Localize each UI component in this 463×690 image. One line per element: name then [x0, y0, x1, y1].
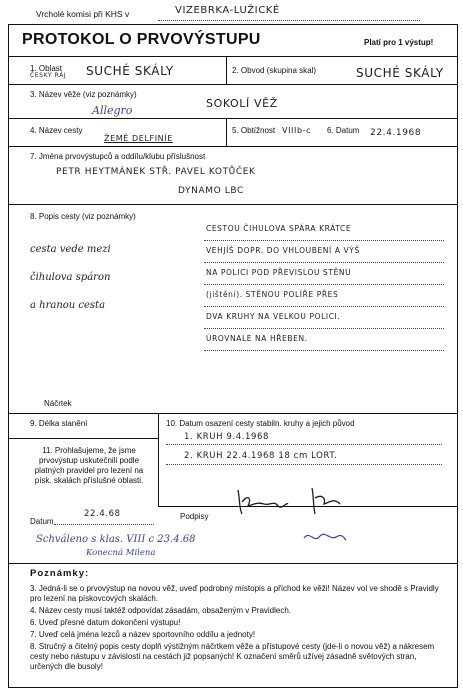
notes-title: Poznámky:	[30, 568, 90, 579]
approval-signature	[300, 528, 350, 548]
approver-name: Konecná Milena	[86, 548, 156, 558]
field-6-label: 6. Datum	[327, 126, 360, 135]
commission-label: Vrcholé komisi při KHS v	[36, 9, 130, 19]
signatures-label: Podpisy	[180, 512, 209, 521]
field-10-label: 10. Datum osazení cesty stabiln. kruhy a jejich původ	[166, 419, 355, 428]
date-label: Datum	[30, 517, 54, 526]
note-item: 8. Stručný a čitelný popis cesty doplň výstižným náčrtkem věže a přístupové cesty (jde-li o novou věž) a nákresem cesty nebo nástupu v závislosti na cestách již popsaných! K označení směrů užívej zásadně světových stran, určených dle busoly!	[30, 642, 435, 671]
field-10-row-2: 2. KRUH 22.4.1968 18 cm LORT.	[184, 451, 338, 461]
field-2-label: 2. Obvod (skupina skal)	[232, 66, 317, 75]
field-6-value: 22.4.1968	[370, 128, 422, 138]
field-8-line: NA POLICI POD PŘEVISLOU STĚNU	[206, 268, 352, 277]
declaration-text: 11. Prohlašujeme, že jsme prvovýstup uskutečnili podle platných pravidel pro lezení na písk. skalách příslušné oblasti.	[34, 446, 144, 485]
page-title: PROTOKOL O PRVOVÝSTUPU	[22, 31, 261, 48]
field-7-line-2: DYNAMO LBC	[178, 186, 244, 196]
field-2-value: SUCHÉ SKÁLY	[356, 66, 444, 80]
validity-note: Platí pro 1 výstup!	[364, 38, 434, 47]
field-1-value: SUCHÉ SKÁLY	[86, 64, 174, 78]
date-value: 22.4.68	[84, 509, 121, 519]
note-item: 7. Uveď celá jména lezců a název sportovního oddílu a jednoty!	[30, 630, 256, 639]
field-8-label: 8. Popis cesty (viz poznámky)	[30, 212, 136, 221]
field-4-value: ŽEMĚ DELFINÍE	[104, 134, 173, 143]
field-7-line-1: PETR HEYTMÁNEK STŘ. PAVEL KOTŮČEK	[56, 167, 256, 177]
field-8-line: VEHJÍŠ DOPR. DO VHLOUBENÍ A VÝŠ	[206, 246, 360, 255]
field-3-value-b: SOKOLÍ VĚŽ	[206, 97, 278, 110]
field-8-line: ÚROVNALE NA HŘEBEN.	[206, 334, 308, 343]
field-1-label: 1. Oblast	[30, 64, 63, 73]
approval-note: Schváleno s klas. VIII c 23.4.68	[36, 534, 196, 545]
field-10-row-1: 1. KRUH 9.4.1968	[184, 432, 270, 442]
field-8-line: CESTOU ČIHULOVA SPÁRA KRÁTCE	[206, 224, 352, 233]
note-item: 4. Název cesty musí taktéž odpovídat zásadám, obsaženým v Pravidlech.	[30, 606, 292, 615]
field-8-line: DVA KRUHY NA VELKOU POLICI.	[206, 312, 341, 321]
field-4-label: 4. Název cesty	[30, 126, 83, 135]
field-8-line: (jištění). STĚNOU POLÍŘE PŘES	[206, 290, 339, 299]
field-8-left-line: cesta vede mezi	[30, 244, 111, 255]
signatures-scribble	[230, 484, 370, 518]
field-8-left-notes	[30, 236, 111, 320]
field-7-label: 7. Jména prvovýstupců a oddílu/klubu příslušnost	[30, 152, 206, 161]
field-9-label: 9. Délka slanění	[30, 419, 88, 428]
field-8-left-line: a hranou cesta	[30, 300, 106, 311]
note-item: 3. Jedná-li se o prvovýstup na novou věž, uveď podrobný místopis a příchod ke věži! Název vol ve shodě s Pravidly pro lezení na pískovcových skalách.	[30, 584, 439, 603]
field-3-value-a: Allegro	[92, 104, 133, 117]
field-1-note: ČESKÝ RÁJ	[30, 72, 67, 79]
field-5-value: VIIIb-c	[282, 126, 312, 135]
field-5-label: 5. Obtížnost	[232, 126, 276, 135]
sketch-label: Náčrtek	[44, 399, 72, 408]
notes-list	[30, 584, 448, 672]
note-item: 6. Uveď přesné datum dokončení výstupu!	[30, 618, 181, 627]
field-3-label: 3. Název věže (viz poznámky)	[30, 90, 137, 99]
commission-value: VIZEBRKA-LUŽICKÉ	[175, 5, 280, 16]
field-8-left-line: čihulova spáron	[30, 272, 111, 283]
